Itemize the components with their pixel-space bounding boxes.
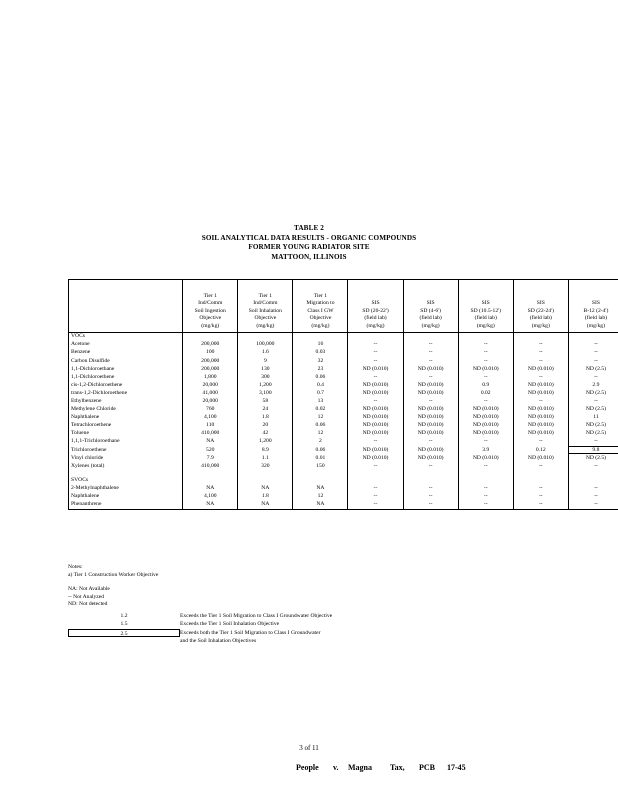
table-cell: ND (0.010) bbox=[458, 454, 513, 462]
table-cell: 200,000 bbox=[183, 365, 238, 373]
table-cell: 0.12 bbox=[513, 446, 568, 454]
table-row bbox=[69, 349, 618, 357]
table-header-row bbox=[69, 280, 618, 333]
table-row bbox=[69, 382, 618, 390]
column-header-line: (mg/kg) bbox=[586, 322, 605, 329]
footer-num: 17-45 bbox=[447, 763, 466, 772]
table-cell bbox=[238, 477, 293, 485]
table-cell: -- bbox=[568, 501, 618, 510]
table-cell: -- bbox=[513, 398, 568, 406]
column-header-line: Class I GW bbox=[307, 307, 334, 314]
column-header-line: (field lab) bbox=[474, 315, 497, 322]
table-cell bbox=[348, 333, 403, 342]
table-cell: ND (0.010) bbox=[513, 382, 568, 390]
table-cell: 0.9 bbox=[458, 382, 513, 390]
column-header bbox=[568, 280, 618, 333]
table-cell: -- bbox=[568, 463, 618, 471]
table-cell: 0.02 bbox=[293, 406, 348, 414]
table-cell: 13 bbox=[293, 398, 348, 406]
table-cell: -- bbox=[458, 485, 513, 493]
table-cell: -- bbox=[513, 438, 568, 446]
table-cell: 200,000 bbox=[183, 341, 238, 349]
table-cell: ND (0.010) bbox=[403, 406, 458, 414]
table-cell: NA bbox=[183, 438, 238, 446]
table-cell: -- bbox=[348, 349, 403, 357]
table-cell: -- bbox=[513, 493, 568, 501]
table-cell: 1,200 bbox=[238, 382, 293, 390]
table-row bbox=[69, 341, 618, 349]
legend-item bbox=[68, 612, 332, 620]
table-cell bbox=[183, 477, 238, 485]
table-cell: ND (0.010) bbox=[513, 454, 568, 462]
table-cell: 3,100 bbox=[238, 390, 293, 398]
table-cell: 32 bbox=[293, 357, 348, 365]
footer-tax: Tax, bbox=[390, 763, 405, 772]
table-cell: ND (0.010) bbox=[348, 430, 403, 438]
column-header-line: (field lab) bbox=[419, 315, 442, 322]
table-row bbox=[69, 454, 618, 462]
row-label: Xylenes (total) bbox=[69, 463, 183, 471]
table-cell: 1.8 bbox=[238, 414, 293, 422]
table-cell: 410,000 bbox=[183, 430, 238, 438]
table-cell: 1,800 bbox=[183, 373, 238, 381]
column-header-line: Ind/Comm bbox=[198, 300, 223, 307]
table-cell: ND (0.010) bbox=[458, 430, 513, 438]
table-cell: 42 bbox=[238, 430, 293, 438]
column-header-line: Objective bbox=[309, 315, 332, 322]
column-header-line: Tier 1 bbox=[313, 292, 328, 299]
table-cell: -- bbox=[568, 485, 618, 493]
table-cell: 760 bbox=[183, 406, 238, 414]
table-cell: 23 bbox=[293, 365, 348, 373]
table-row bbox=[69, 357, 618, 365]
table-cell: 100 bbox=[183, 349, 238, 357]
table-cell: 16 bbox=[293, 341, 348, 349]
table-cell: 100,000 bbox=[238, 341, 293, 349]
legend-item bbox=[68, 637, 332, 645]
table-cell: ND (2.5) bbox=[568, 430, 618, 438]
row-label: 1,1,1-Trichloroethane bbox=[69, 438, 183, 446]
table-row bbox=[69, 477, 618, 485]
table-cell: -- bbox=[403, 463, 458, 471]
table-cell: -- bbox=[458, 357, 513, 365]
table-cell: NA bbox=[293, 501, 348, 510]
table-cell: NA bbox=[238, 501, 293, 510]
column-header-line: SIS bbox=[536, 300, 545, 307]
column-header-line: (field lab) bbox=[584, 315, 608, 322]
table-cell: -- bbox=[348, 357, 403, 365]
table-cell bbox=[238, 333, 293, 342]
row-label: SVOCs bbox=[69, 477, 183, 485]
table-cell: -- bbox=[458, 501, 513, 510]
table-cell: ND (0.010) bbox=[458, 365, 513, 373]
table-cell: -- bbox=[568, 493, 618, 501]
table-cell: 9 bbox=[238, 357, 293, 365]
table-cell: ND (2.5) bbox=[568, 390, 618, 398]
table-cell: ND (0.010) bbox=[513, 390, 568, 398]
table-cell: 2.9 bbox=[568, 382, 618, 390]
table-cell: 9.8 bbox=[568, 446, 618, 454]
table-cell: 0.02 bbox=[458, 390, 513, 398]
column-header-line: Tier 1 bbox=[203, 292, 217, 299]
table-cell: 7.9 bbox=[183, 454, 238, 462]
table-row bbox=[69, 414, 618, 422]
column-header-line: SIS bbox=[481, 300, 490, 307]
table-cell: 1.8 bbox=[238, 493, 293, 501]
table-cell: 11 bbox=[568, 414, 618, 422]
table-cell bbox=[568, 333, 618, 342]
title-line-3: FORMER YOUNG RADIATOR SITE bbox=[248, 243, 370, 251]
note-a: a) Tier 1 Construction Worker Objective bbox=[68, 571, 159, 578]
notes-heading: Notes: bbox=[68, 564, 83, 570]
table-cell: 12 bbox=[293, 493, 348, 501]
table-cell: ND (0.010) bbox=[348, 365, 403, 373]
table-cell: ND (0.010) bbox=[458, 414, 513, 422]
table-cell: ND (2.5) bbox=[568, 365, 618, 373]
column-header-line: SD (10.5-12') bbox=[470, 307, 501, 314]
table-cell: -- bbox=[458, 341, 513, 349]
table-cell: ND (0.010) bbox=[348, 406, 403, 414]
table-cell: -- bbox=[513, 341, 568, 349]
column-header-line: (field lab) bbox=[364, 315, 387, 322]
row-label: Carbon Disulfide bbox=[69, 357, 183, 365]
title-line-2: SOIL ANALYTICAL DATA RESULTS - ORGANIC COMPOUNDS bbox=[201, 233, 417, 242]
table-cell: -- bbox=[403, 493, 458, 501]
table-cell: 2 bbox=[293, 438, 348, 446]
column-header bbox=[238, 280, 293, 333]
column-header bbox=[348, 280, 403, 333]
table-cell bbox=[183, 333, 238, 342]
table-cell: 1.1 bbox=[238, 454, 293, 462]
column-header-line: SD (20-22') bbox=[362, 307, 389, 314]
row-label: Trichloroethene bbox=[69, 446, 183, 454]
table-cell: -- bbox=[458, 438, 513, 446]
column-header-line: SIS bbox=[591, 300, 600, 307]
table-row bbox=[69, 446, 618, 454]
table-cell: ND (0.010) bbox=[403, 414, 458, 422]
page-number: 3 of 11 bbox=[299, 744, 319, 752]
table-cell: 320 bbox=[238, 463, 293, 471]
table-cell: -- bbox=[403, 357, 458, 365]
legend-text: and the Soil Inhalation Objectives bbox=[180, 638, 257, 645]
column-header-line: Soil Ingestion bbox=[194, 307, 226, 314]
legend bbox=[68, 612, 332, 646]
table-cell: ND (0.010) bbox=[513, 422, 568, 430]
note-nd: ND: Not detected bbox=[68, 601, 108, 608]
table-cell bbox=[403, 477, 458, 485]
table-cell: 0.4 bbox=[293, 382, 348, 390]
table-cell bbox=[403, 333, 458, 342]
legend-text: Exceeds the Tier 1 Soil Inhalation Objective bbox=[180, 621, 280, 628]
table-cell: -- bbox=[513, 349, 568, 357]
table-cell: -- bbox=[348, 398, 403, 406]
table-row bbox=[69, 501, 618, 510]
table-row bbox=[69, 422, 618, 430]
table-cell bbox=[458, 477, 513, 485]
legend-text: Exceeds the Tier 1 Soil Migration to Class I Groundwater Objective bbox=[180, 613, 333, 619]
column-header-line: (mg/kg) bbox=[366, 322, 385, 329]
column-header-line: Objective bbox=[199, 315, 222, 322]
table-cell: ND (0.010) bbox=[348, 390, 403, 398]
column-header-line: (mg/kg) bbox=[256, 322, 275, 329]
column-header bbox=[183, 280, 238, 333]
table-cell: 1.6 bbox=[238, 349, 293, 357]
table-cell bbox=[293, 477, 348, 485]
table-cell: -- bbox=[458, 349, 513, 357]
row-label: 2-Methylnaphthalene bbox=[69, 485, 183, 493]
row-label: Toluene bbox=[69, 430, 183, 438]
column-header-line: Migration to bbox=[306, 300, 335, 307]
table-cell: -- bbox=[403, 398, 458, 406]
column-header-line: B-12 (2-4') bbox=[583, 307, 609, 314]
table-cell bbox=[513, 477, 568, 485]
table-cell: 0.06 bbox=[293, 446, 348, 454]
table-cell: -- bbox=[458, 373, 513, 381]
row-label: Tetrachloroethene bbox=[69, 422, 183, 430]
column-header bbox=[69, 280, 183, 333]
title-line-4: MATTOON, ILLINOIS bbox=[271, 252, 347, 261]
footer-v: v. bbox=[333, 763, 339, 772]
table-cell: -- bbox=[403, 438, 458, 446]
table-cell: 58 bbox=[238, 398, 293, 406]
row-label: 1,1-Dichloroethene bbox=[69, 373, 183, 381]
column-header-line: SD (22-24') bbox=[527, 307, 554, 314]
table-cell: -- bbox=[458, 398, 513, 406]
title-line-1: TABLE 2 bbox=[294, 224, 324, 232]
footer-people: People bbox=[296, 763, 319, 772]
table-cell bbox=[348, 477, 403, 485]
row-label: Naphthalene bbox=[69, 414, 183, 422]
table-cell bbox=[458, 333, 513, 342]
table-cell: -- bbox=[348, 485, 403, 493]
table-cell: 0.06 bbox=[293, 373, 348, 381]
table-cell: -- bbox=[568, 357, 618, 365]
table-cell: -- bbox=[568, 398, 618, 406]
column-header-line: Objective bbox=[254, 315, 277, 322]
table-cell: ND (0.010) bbox=[348, 414, 403, 422]
table-cell: -- bbox=[513, 463, 568, 471]
column-header-line: SIS bbox=[371, 300, 380, 307]
table-cell: -- bbox=[348, 438, 403, 446]
footer-magna: Magna bbox=[348, 763, 372, 772]
table-cell: -- bbox=[513, 485, 568, 493]
row-label: Acetone bbox=[69, 341, 183, 349]
soil-results-table bbox=[68, 279, 618, 510]
table-cell: NA bbox=[293, 485, 348, 493]
table-cell: -- bbox=[403, 373, 458, 381]
column-header-line: (mg/kg) bbox=[421, 322, 440, 329]
table-cell: ND (0.010) bbox=[403, 446, 458, 454]
column-header-line: (mg/kg) bbox=[476, 322, 495, 329]
table-cell: ND (0.010) bbox=[513, 406, 568, 414]
row-label: Methylene Chloride bbox=[69, 406, 183, 414]
table-cell: ND (0.010) bbox=[348, 382, 403, 390]
table-cell: ND (0.010) bbox=[348, 446, 403, 454]
table-row bbox=[69, 430, 618, 438]
column-header-line: Soil Inhalation bbox=[248, 307, 282, 314]
row-label: VOCs bbox=[69, 333, 183, 342]
table-cell: 1,200 bbox=[238, 438, 293, 446]
table-cell: 520 bbox=[183, 446, 238, 454]
row-label: 1,1-Dichloroethane bbox=[69, 365, 183, 373]
table-cell: 12 bbox=[293, 414, 348, 422]
legend-code: 1.2 bbox=[120, 613, 128, 619]
table-cell bbox=[293, 333, 348, 342]
legend-code: 2.5 bbox=[68, 629, 180, 637]
legend-text: Exceeds both the Tier 1 Soil Migration to Class I Groundwater bbox=[180, 629, 321, 636]
column-header bbox=[458, 280, 513, 333]
row-label: cis-1,2-Dichloroethene bbox=[69, 382, 183, 390]
table-cell: 150 bbox=[293, 463, 348, 471]
table-cell: -- bbox=[568, 373, 618, 381]
table-cell: NA bbox=[183, 501, 238, 510]
footer-pcb: PCB bbox=[419, 763, 435, 772]
row-label: trans-1,2-Dichloroethene bbox=[69, 390, 183, 398]
table-cell: ND (0.010) bbox=[403, 454, 458, 462]
column-header-line: (field lab) bbox=[529, 315, 552, 322]
table-cell: 20 bbox=[238, 422, 293, 430]
column-header-line: Ind/Comm bbox=[253, 300, 278, 307]
table-row bbox=[69, 333, 618, 342]
table-row bbox=[69, 373, 618, 381]
row-label: Naphthalene bbox=[69, 493, 183, 501]
table-row bbox=[69, 406, 618, 414]
row-label: Ethylbenzene bbox=[69, 398, 183, 406]
table-cell: -- bbox=[348, 493, 403, 501]
note-na: NA: Not Available bbox=[68, 586, 110, 593]
table-row bbox=[69, 438, 618, 446]
table-cell: 3.9 bbox=[458, 446, 513, 454]
row-label: Vinyl chloride bbox=[69, 454, 183, 462]
legend-item bbox=[68, 629, 332, 637]
table-cell: 0.06 bbox=[293, 422, 348, 430]
column-header-line: SIS bbox=[426, 300, 435, 307]
column-header-line: Tier 1 bbox=[258, 292, 272, 299]
table-cell bbox=[568, 477, 618, 485]
table-title bbox=[0, 224, 618, 262]
table-cell: ND (0.010) bbox=[458, 422, 513, 430]
legend-code: 1.5 bbox=[120, 621, 128, 628]
table-cell: -- bbox=[348, 373, 403, 381]
table-cell: 300 bbox=[238, 373, 293, 381]
table-cell: ND (2.5) bbox=[568, 422, 618, 430]
table-row bbox=[69, 365, 618, 373]
table-cell: -- bbox=[568, 349, 618, 357]
legend-code bbox=[68, 637, 180, 645]
note-dash: -- Not Analyzed bbox=[68, 593, 105, 600]
table-cell: 41,000 bbox=[183, 390, 238, 398]
table-cell: ND (0.010) bbox=[403, 365, 458, 373]
table-cell: 200,000 bbox=[183, 357, 238, 365]
table-cell: ND (0.010) bbox=[513, 430, 568, 438]
table-cell: ND (2.5) bbox=[568, 454, 618, 462]
table-cell: -- bbox=[403, 485, 458, 493]
table-cell: NA bbox=[183, 485, 238, 493]
table-row bbox=[69, 390, 618, 398]
table-cell: -- bbox=[348, 501, 403, 510]
table-cell: NA bbox=[238, 485, 293, 493]
table-cell: -- bbox=[513, 357, 568, 365]
table-row bbox=[69, 485, 618, 493]
table-cell: 12 bbox=[293, 430, 348, 438]
column-header-line: SD (4-6') bbox=[420, 307, 441, 314]
table-cell: 4,100 bbox=[183, 493, 238, 501]
table-cell: -- bbox=[513, 373, 568, 381]
column-header bbox=[293, 280, 348, 333]
notes bbox=[68, 564, 158, 609]
legend-item bbox=[68, 620, 332, 628]
table-row bbox=[69, 493, 618, 501]
table-cell: ND (0.010) bbox=[403, 422, 458, 430]
column-header bbox=[513, 280, 568, 333]
table-cell bbox=[513, 333, 568, 342]
table-cell: -- bbox=[348, 463, 403, 471]
table-cell: -- bbox=[403, 341, 458, 349]
row-label: Benzene bbox=[69, 349, 183, 357]
table-cell: -- bbox=[568, 438, 618, 446]
table-cell: ND (0.010) bbox=[458, 406, 513, 414]
table-cell: 4,100 bbox=[183, 414, 238, 422]
table-cell: -- bbox=[513, 501, 568, 510]
table-cell: -- bbox=[348, 341, 403, 349]
column-header-line: (mg/kg) bbox=[201, 322, 220, 329]
table-cell: ND (0.010) bbox=[513, 365, 568, 373]
column-header-line: (mg/kg) bbox=[311, 322, 330, 329]
table-cell: ND (0.010) bbox=[348, 422, 403, 430]
table-cell: -- bbox=[458, 463, 513, 471]
table-cell: ND (0.010) bbox=[403, 390, 458, 398]
column-header bbox=[403, 280, 458, 333]
table-cell: 20,000 bbox=[183, 382, 238, 390]
table-cell: 0.01 bbox=[293, 454, 348, 462]
table-cell: ND (2.5) bbox=[568, 406, 618, 414]
column-header-line: (mg/kg) bbox=[531, 322, 550, 329]
row-label: Phenanthrene bbox=[69, 501, 183, 510]
table-row bbox=[69, 463, 618, 471]
table-row bbox=[69, 398, 618, 406]
table-cell: -- bbox=[458, 493, 513, 501]
table-cell: 8.9 bbox=[238, 446, 293, 454]
table-cell: 410,000 bbox=[183, 463, 238, 471]
table-cell: ND (0.010) bbox=[513, 414, 568, 422]
table-cell: 0.03 bbox=[293, 349, 348, 357]
table-cell: 24 bbox=[238, 406, 293, 414]
table-cell: 130 bbox=[238, 365, 293, 373]
table-cell: -- bbox=[403, 501, 458, 510]
table-cell: -- bbox=[403, 349, 458, 357]
table-cell: 0.7 bbox=[293, 390, 348, 398]
table-cell: -- bbox=[568, 341, 618, 349]
table-cell: 110 bbox=[183, 422, 238, 430]
table-cell: ND (0.010) bbox=[403, 430, 458, 438]
table-cell: ND (0.010) bbox=[348, 454, 403, 462]
table-cell: ND (0.010) bbox=[403, 382, 458, 390]
table-cell: 20,000 bbox=[183, 398, 238, 406]
